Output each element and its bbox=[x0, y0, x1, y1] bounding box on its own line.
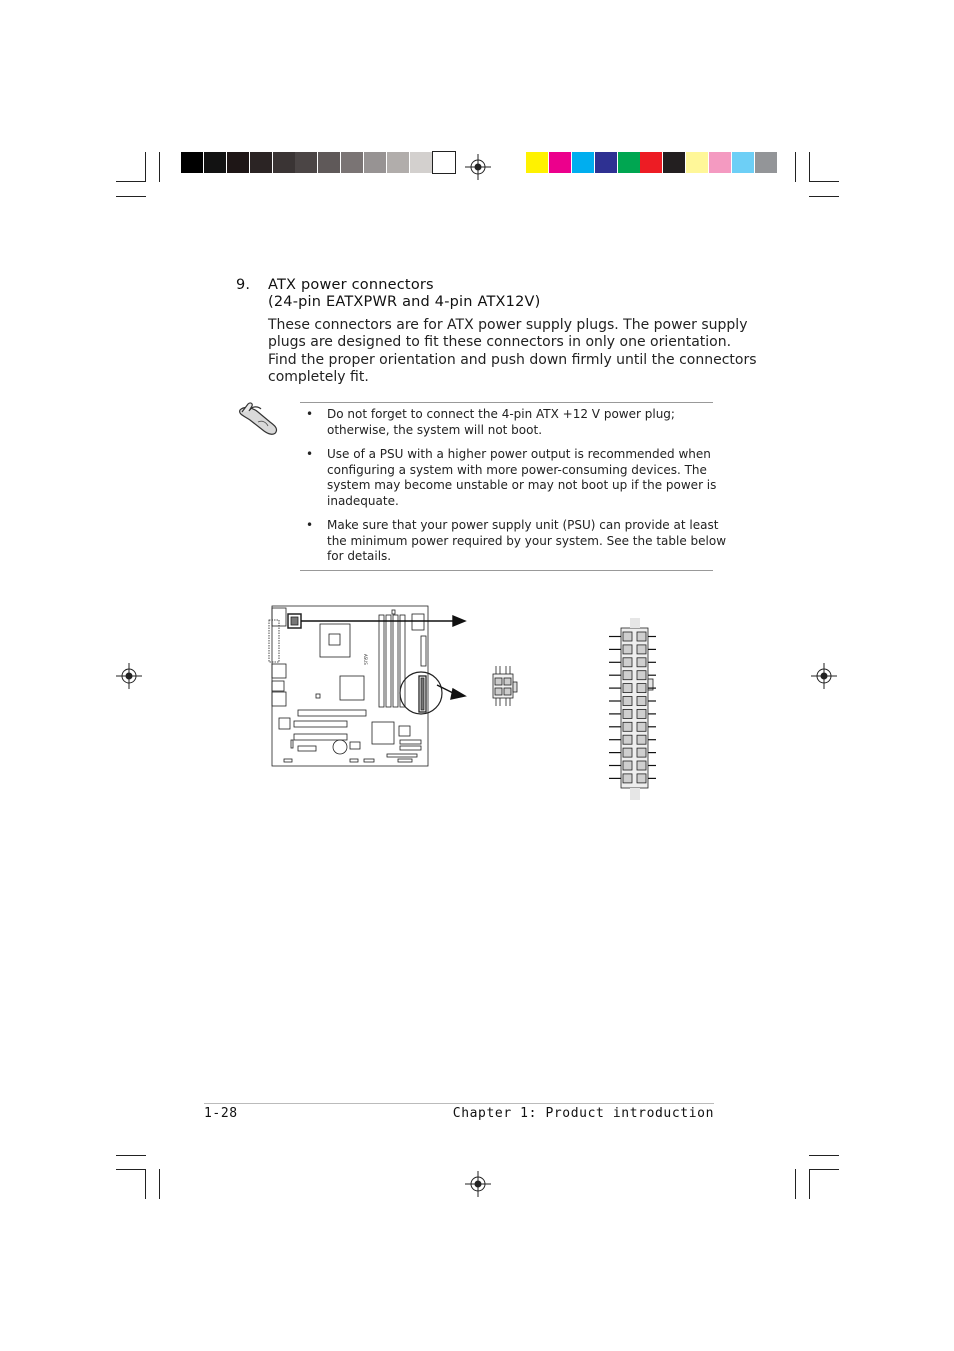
bullet-marker: • bbox=[306, 447, 314, 461]
registration-mark-top bbox=[465, 154, 491, 180]
connector-pin bbox=[637, 761, 646, 770]
color-swatch bbox=[755, 152, 777, 173]
eatxpwr-24pin-connector bbox=[609, 618, 656, 800]
bullet-marker: • bbox=[306, 518, 314, 532]
connector-pin bbox=[623, 632, 632, 641]
color-swatch bbox=[549, 152, 571, 173]
note-bullet-2 bbox=[327, 447, 717, 510]
color-swatch bbox=[364, 152, 386, 173]
color-swatch bbox=[663, 152, 685, 173]
note-line: for details. bbox=[327, 549, 392, 564]
note-line: Use of a PSU with a higher power output is recommended when bbox=[327, 447, 711, 461]
body-line: Find the proper orientation and push down firmly until the connectors bbox=[268, 351, 757, 368]
note-top-rule bbox=[300, 402, 713, 403]
board-logo-text: ASUS bbox=[363, 654, 368, 665]
connector-pin bbox=[637, 722, 646, 731]
connector-pin bbox=[637, 684, 646, 693]
connector-pin bbox=[637, 709, 646, 718]
note-bottom-rule bbox=[300, 570, 713, 571]
color-calibration-bar bbox=[526, 152, 778, 173]
chapter-title: Chapter 1: Product introduction bbox=[452, 1106, 714, 1121]
connector-pin bbox=[623, 671, 632, 680]
note-line: otherwise, the system will not boot. bbox=[327, 422, 543, 437]
section-subtitle: (24-pin EATXPWR and 4-pin ATX12V) bbox=[268, 294, 541, 310]
body-line: plugs are designed to fit these connectors in only one orientation. bbox=[268, 334, 732, 351]
bullet-marker: • bbox=[306, 407, 314, 421]
connector-pin bbox=[623, 761, 632, 770]
color-swatch bbox=[204, 152, 226, 173]
connector-pin bbox=[623, 684, 632, 693]
note-line: inadequate. bbox=[327, 494, 399, 509]
hand-pointer-icon bbox=[238, 400, 282, 438]
connector-pin bbox=[637, 645, 646, 654]
note-line: Make sure that your power supply unit (PSU) can provide at least bbox=[327, 518, 719, 532]
color-swatch bbox=[433, 152, 455, 173]
color-swatch bbox=[526, 152, 548, 173]
color-swatch bbox=[295, 152, 317, 173]
connector-pin bbox=[623, 735, 632, 744]
note-line: system may become unstable or may not boot up if the power is bbox=[327, 478, 717, 493]
connector-pin bbox=[623, 697, 632, 706]
color-swatch bbox=[709, 152, 731, 173]
color-swatch bbox=[250, 152, 272, 173]
registration-mark-right bbox=[811, 663, 837, 689]
arrow-head-eatxpwr bbox=[451, 689, 465, 699]
color-swatch bbox=[227, 152, 249, 173]
color-swatch bbox=[341, 152, 363, 173]
color-swatch bbox=[387, 152, 409, 173]
connector-pin bbox=[623, 748, 632, 757]
color-swatch bbox=[595, 152, 617, 173]
body-line: completely fit. bbox=[268, 368, 369, 385]
connector-pin bbox=[637, 735, 646, 744]
connector-pin bbox=[637, 658, 646, 667]
section-number: 9. bbox=[236, 277, 251, 293]
note-line: Do not forget to connect the 4-pin ATX +12 V power plug; bbox=[327, 407, 675, 421]
color-swatch bbox=[640, 152, 662, 173]
note-line: configuring a system with more power-consuming devices. The bbox=[327, 462, 707, 477]
connector-pin bbox=[637, 748, 646, 757]
connector-pin bbox=[637, 671, 646, 680]
connector-pin bbox=[623, 658, 632, 667]
color-swatch bbox=[181, 152, 203, 173]
color-swatch bbox=[273, 152, 295, 173]
note-bullet-1 bbox=[327, 407, 717, 438]
connector-pin bbox=[623, 645, 632, 654]
color-swatch bbox=[318, 152, 340, 173]
color-swatch bbox=[732, 152, 754, 173]
section-heading bbox=[236, 277, 434, 293]
connector-pin bbox=[623, 722, 632, 731]
motherboard-layout-diagram bbox=[262, 596, 732, 816]
page-number: 1-28 bbox=[204, 1106, 238, 1121]
connector-pin bbox=[623, 709, 632, 718]
arrow-head-atx12v bbox=[453, 616, 465, 626]
color-swatch bbox=[686, 152, 708, 173]
body-line: These connectors are for ATX power supply plugs. The power supply bbox=[268, 317, 748, 333]
grayscale-calibration-bar bbox=[181, 152, 456, 173]
footer-rule bbox=[204, 1103, 714, 1104]
color-swatch bbox=[618, 152, 640, 173]
color-swatch bbox=[410, 152, 432, 173]
registration-mark-left bbox=[116, 663, 142, 689]
connector-pin bbox=[623, 774, 632, 783]
section-body bbox=[268, 317, 757, 386]
connector-pin bbox=[637, 774, 646, 783]
note-line: the minimum power required by your system. See the table below bbox=[327, 533, 727, 548]
color-swatch bbox=[572, 152, 594, 173]
section-title: ATX power connectors bbox=[268, 277, 434, 293]
note-bullet-3 bbox=[327, 518, 727, 565]
registration-mark-bottom bbox=[465, 1171, 491, 1197]
connector-pin bbox=[637, 632, 646, 641]
atx12v-4pin-connector bbox=[493, 666, 517, 706]
connector-pin bbox=[637, 697, 646, 706]
